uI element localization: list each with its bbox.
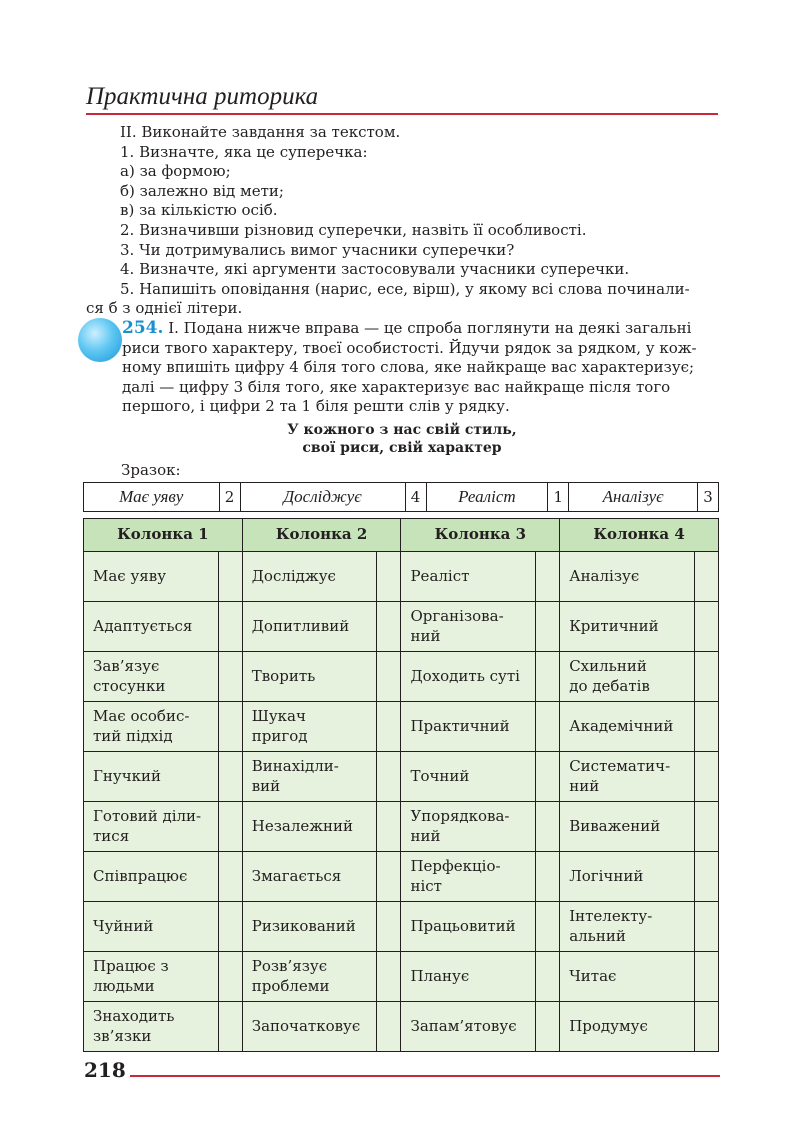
column-header: Колонка 4 [560, 519, 719, 552]
trait-cell: Аналізує [560, 552, 695, 602]
trait-cell: Співпрацює [84, 852, 219, 902]
trait-cell: Критичний [560, 602, 695, 652]
table-row [84, 552, 719, 602]
caption-line-1: У кожного з нас свій стиль, [287, 422, 517, 438]
rating-input-cell[interactable] [694, 652, 718, 702]
task-line: б) залежно від мети; [120, 181, 284, 200]
rating-input-cell[interactable] [536, 852, 560, 902]
rating-input-cell[interactable] [536, 1002, 560, 1052]
rating-input-cell[interactable] [536, 802, 560, 852]
table-row [84, 602, 719, 652]
trait-cell: Продумує [560, 1002, 695, 1052]
footer-divider [130, 1075, 720, 1077]
rating-input-cell[interactable] [377, 652, 401, 702]
trait-cell: Зав’язує стосунки [84, 652, 219, 702]
sample-table [83, 482, 719, 512]
rating-input-cell[interactable] [694, 752, 718, 802]
sample-word: Реаліст [426, 483, 548, 512]
caption-line-2: свої риси, свій характер [302, 440, 502, 456]
trait-cell: Схильний до дебатів [560, 652, 695, 702]
trait-cell: Ризикований [242, 902, 377, 952]
task-list [86, 123, 718, 319]
rating-input-cell[interactable] [218, 702, 242, 752]
trait-cell: Започатковує [242, 1002, 377, 1052]
trait-cell: Має уяву [84, 552, 219, 602]
rating-input-cell[interactable] [536, 702, 560, 752]
rating-input-cell[interactable] [694, 552, 718, 602]
task-line: ся б з однієї літери. [86, 299, 243, 318]
trait-cell: Готовий діли- тися [84, 802, 219, 852]
trait-cell: Запам’ятовує [401, 1002, 536, 1052]
table-row [84, 652, 719, 702]
exercise-line: ному впишіть цифру 4 біля того слова, яке найкраще вас характеризує; [122, 358, 695, 377]
trait-cell: Творить [242, 652, 377, 702]
trait-cell: Знаходить зв’язки [84, 1002, 219, 1052]
traits-table [83, 518, 719, 1052]
rating-input-cell[interactable] [377, 952, 401, 1002]
exercise-number: 254. [122, 318, 164, 338]
rating-input-cell[interactable] [377, 552, 401, 602]
trait-cell: Перфекціо- ніст [401, 852, 536, 902]
trait-cell: Практичний [401, 702, 536, 752]
rating-input-cell[interactable] [218, 852, 242, 902]
table-row [84, 852, 719, 902]
rating-input-cell[interactable] [536, 552, 560, 602]
rating-input-cell[interactable] [218, 952, 242, 1002]
trait-cell: Читає [560, 952, 695, 1002]
rating-input-cell[interactable] [218, 652, 242, 702]
sample-word: Досліджує [240, 483, 405, 512]
rating-input-cell[interactable] [218, 902, 242, 952]
rating-input-cell[interactable] [694, 952, 718, 1002]
trait-cell: Організова- ний [401, 602, 536, 652]
rating-input-cell[interactable] [536, 602, 560, 652]
rating-input-cell[interactable] [218, 552, 242, 602]
trait-cell: Винахідли- вий [242, 752, 377, 802]
trait-cell: Упорядкова- ний [401, 802, 536, 852]
trait-cell: Доходить суті [401, 652, 536, 702]
trait-cell: Шукач пригод [242, 702, 377, 752]
rating-input-cell[interactable] [377, 702, 401, 752]
section-title: Практична риторика [86, 83, 319, 110]
table-row [84, 702, 719, 752]
rating-input-cell[interactable] [694, 1002, 718, 1052]
rating-input-cell[interactable] [694, 852, 718, 902]
table-header-row [84, 519, 719, 552]
rating-input-cell[interactable] [218, 802, 242, 852]
rating-input-cell[interactable] [694, 702, 718, 752]
trait-cell: Адаптується [84, 602, 219, 652]
rating-input-cell[interactable] [536, 652, 560, 702]
rating-input-cell[interactable] [377, 902, 401, 952]
table-row [84, 902, 719, 952]
trait-cell: Точний [401, 752, 536, 802]
exercise-marker-icon [78, 318, 122, 362]
trait-cell: Чуйний [84, 902, 219, 952]
task-line: а) за формою; [120, 162, 231, 181]
rating-input-cell[interactable] [694, 802, 718, 852]
trait-cell: Реаліст [401, 552, 536, 602]
trait-cell: Працьовитий [401, 902, 536, 952]
column-header: Колонка 2 [242, 519, 401, 552]
table-row [84, 1002, 719, 1052]
sample-number: 2 [219, 483, 240, 512]
trait-cell: Виважений [560, 802, 695, 852]
trait-cell: Розв’язує проблеми [242, 952, 377, 1002]
trait-cell: Логічний [560, 852, 695, 902]
trait-cell: Змагається [242, 852, 377, 902]
column-header: Колонка 1 [84, 519, 243, 552]
page-number: 218 [84, 1058, 126, 1082]
exercise-line: першого, і цифри 2 та 1 біля решти слів у рядку. [122, 397, 510, 416]
exercise-text [122, 319, 718, 417]
trait-cell: Планує [401, 952, 536, 1002]
rating-input-cell[interactable] [377, 802, 401, 852]
sample-number: 4 [405, 483, 426, 512]
trait-cell: Інтелекту- альний [560, 902, 695, 952]
rating-input-cell[interactable] [536, 902, 560, 952]
trait-cell: Систематич- ний [560, 752, 695, 802]
rating-input-cell[interactable] [377, 752, 401, 802]
rating-input-cell[interactable] [536, 952, 560, 1002]
table-caption [86, 421, 718, 457]
rating-input-cell[interactable] [377, 602, 401, 652]
table-row [84, 952, 719, 1002]
task-line: 4. Визначте, які аргументи застосовували учасники суперечки. [120, 260, 630, 279]
trait-cell: Працює з людьми [84, 952, 219, 1002]
rating-input-cell[interactable] [218, 1002, 242, 1052]
trait-cell: Має особис- тий підхід [84, 702, 219, 752]
rating-input-cell[interactable] [218, 602, 242, 652]
exercise-line: I. Подана нижче вправа — це спроба поглянути на деякі загальні [168, 319, 692, 337]
task-line: 5. Напишіть оповідання (нарис, есе, вірш), у якому всі слова починали- [120, 279, 690, 298]
trait-cell: Гнучкий [84, 752, 219, 802]
sample-word: Аналізує [569, 483, 698, 512]
exercise-line: далі — цифру 3 біля того, яке характеризує вас найкраще після того [122, 377, 671, 396]
sample-word: Має уяву [84, 483, 220, 512]
sample-number: 3 [698, 483, 719, 512]
task-line: II. Виконайте завдання за текстом. [120, 123, 401, 141]
rating-input-cell[interactable] [536, 752, 560, 802]
task-line: 2. Визначивши різновид суперечки, назвіть її особливості. [120, 220, 587, 239]
rating-input-cell[interactable] [377, 852, 401, 902]
sample-row [84, 483, 719, 512]
trait-cell: Досліджує [242, 552, 377, 602]
rating-input-cell[interactable] [218, 752, 242, 802]
rating-input-cell[interactable] [377, 1002, 401, 1052]
column-header: Колонка 3 [401, 519, 560, 552]
task-line: в) за кількістю осіб. [120, 201, 278, 220]
table-row [84, 752, 719, 802]
table-row [84, 802, 719, 852]
rating-input-cell[interactable] [694, 902, 718, 952]
task-line: 1. Визначте, яка це суперечка: [120, 142, 368, 161]
header-divider [86, 113, 718, 115]
exercise-line: риси твого характеру, твоєї особистості. Йдучи рядок за рядком, у кож- [122, 338, 697, 357]
sample-label: Зразок: [121, 461, 181, 479]
trait-cell: Незалежний [242, 802, 377, 852]
task-line: 3. Чи дотримувались вимог учасники суперечки? [120, 240, 515, 259]
trait-cell: Допитливий [242, 602, 377, 652]
trait-cell: Академічний [560, 702, 695, 752]
rating-input-cell[interactable] [694, 602, 718, 652]
sample-number: 1 [548, 483, 569, 512]
